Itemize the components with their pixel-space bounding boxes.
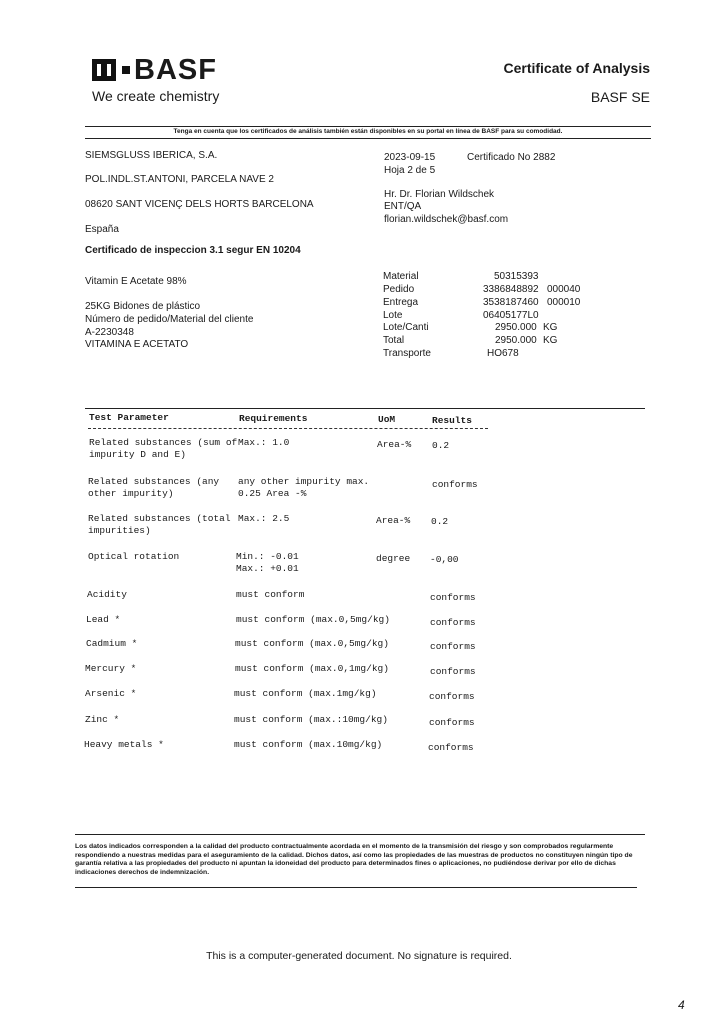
requirement-cell: must conform (max.0,5mg/kg) <box>236 614 390 625</box>
detail-value: 2950.000 <box>495 335 537 346</box>
header-uom: UoM <box>378 414 396 425</box>
requirement-cell: must conform <box>236 589 305 600</box>
customer-material: VITAMINA E ACETATO <box>85 339 189 350</box>
uom-cell: Area-% <box>377 439 412 450</box>
footer-bottom-rule <box>75 887 637 888</box>
detail-label: Lote/Canti <box>383 322 429 333</box>
customer-city: 08620 SANT VICENÇ DELS HORTS BARCELONA <box>85 199 314 210</box>
detail-extra: 000010 <box>547 297 581 308</box>
customer-country: España <box>85 224 119 235</box>
test-parameter-cell: Related substances (total impurities) <box>88 513 231 536</box>
certificate-number: Certificado No 2882 <box>467 152 556 163</box>
header-dotted-rule <box>88 428 488 429</box>
result-cell: conforms <box>432 479 478 490</box>
result-cell: 0.2 <box>431 516 449 527</box>
portal-notice: Tenga en cuenta que los certificados de análisis también están disponibles en su portal en línea de BASF para su comodidad. <box>173 128 563 135</box>
detail-value: 3538187460 <box>483 297 539 308</box>
requirement-cell: must conform (max.:10mg/kg) <box>234 714 388 725</box>
packaging: 25KG Bidones de plástico <box>85 301 201 312</box>
detail-label: Lote <box>383 310 403 321</box>
detail-value: 3386848892 <box>483 284 539 295</box>
requirement-cell: Max.: 2.5 <box>238 513 290 524</box>
requirement-cell: Min.: -0.01 Max.: +0.01 <box>236 551 299 574</box>
detail-value: HO678 <box>487 348 519 359</box>
header-test-parameter: Test Parameter <box>89 412 169 423</box>
inspection-type: Certificado de inspeccion 3.1 segur EN 10204 <box>85 245 301 256</box>
test-parameter-cell: Cadmium * <box>86 638 138 649</box>
test-parameter-cell: Zinc * <box>85 714 120 725</box>
result-cell: conforms <box>430 641 476 652</box>
customer-name: SIEMSGLUSS IBERICA, S.A. <box>85 150 218 161</box>
detail-extra: KG <box>543 322 558 333</box>
result-cell: conforms <box>429 691 475 702</box>
result-cell: -0,00 <box>430 554 459 565</box>
result-cell: conforms <box>428 742 474 753</box>
result-cell: conforms <box>430 617 476 628</box>
customer-street: POL.INDL.ST.ANTONI, PARCELA NAVE 2 <box>85 174 274 185</box>
product-name: Vitamin E Acetate 98% <box>85 276 187 287</box>
result-cell: conforms <box>429 717 475 728</box>
basf-logo <box>92 54 217 86</box>
test-parameter-cell: Related substances (any other impurity) <box>88 476 220 499</box>
detail-extra: 000040 <box>547 284 581 295</box>
detail-value: 2950.000 <box>495 322 537 333</box>
requirement-cell: must conform (max.1mg/kg) <box>234 688 377 699</box>
contact-email[interactable]: florian.wildschek@basf.com <box>384 214 509 225</box>
certificate-date: 2023-09-15 <box>384 152 436 163</box>
detail-label: Material <box>383 271 419 282</box>
detail-label: Entrega <box>383 297 419 308</box>
test-parameter-cell: Lead * <box>86 614 121 625</box>
result-cell: conforms <box>430 592 476 603</box>
test-parameter-cell: Arsenic * <box>85 688 137 699</box>
header-requirements: Requirements <box>239 413 308 424</box>
detail-value: 06405177L0 <box>483 310 539 321</box>
detail-value: 50315393 <box>494 271 539 282</box>
requirement-cell: any other impurity max. 0.25 Area -% <box>238 476 370 499</box>
contact-department: ENT/QA <box>384 201 422 212</box>
tagline: We create chemistry <box>92 88 220 104</box>
detail-label: Pedido <box>383 284 415 295</box>
uom-cell: Area-% <box>376 515 411 526</box>
test-parameter-cell: Related substances (sum of impurity D and E) <box>89 437 238 460</box>
test-parameter-cell: Heavy metals * <box>84 739 164 750</box>
page-mark: 4 <box>678 998 685 1012</box>
company-name: BASF SE <box>590 89 650 105</box>
detail-extra: KG <box>543 335 558 346</box>
signature-note: This is a computer-generated document. No signature is required. <box>206 950 512 962</box>
test-parameter-cell: Optical rotation <box>88 551 180 562</box>
disclaimer: Los datos indicados corresponden a la calidad del producto contractualmente acordada en el momento de la transmisión del riesgo y son comprobados regularmente respondiendo a nuestras medidas para el aseguramiento de la calidad. Dichos datos, así como las propiedades de las muestras de productos no constituyen ningún tipo de garantía relativa a las propiedades del producto ni apuntan la idoneidad del producto para determinados fines o aplicaciones, no pudiéndose derivar por ello de dichas indicaciones derechos de indemnización. <box>75 843 633 876</box>
order-label: Número de pedido/Material del cliente <box>85 314 254 325</box>
detail-label: Total <box>383 335 405 346</box>
header-results: Results <box>432 415 472 426</box>
notice-divider <box>85 138 651 139</box>
requirement-cell: must conform (max.0,1mg/kg) <box>235 663 389 674</box>
basf-square-icon <box>92 59 116 81</box>
test-parameter-cell: Mercury * <box>85 663 137 674</box>
requirement-cell: Max.: 1.0 <box>238 437 290 448</box>
basf-dash-icon <box>122 66 130 74</box>
footer-top-rule <box>75 834 645 835</box>
logo-text: BASF <box>134 54 217 86</box>
uom-cell: degree <box>376 553 411 564</box>
result-cell: 0.2 <box>432 440 450 451</box>
detail-label: Transporte <box>383 348 431 359</box>
contact-name: Hr. Dr. Florian Wildschek <box>384 189 495 200</box>
document-title: Certificate of Analysis <box>503 60 650 76</box>
result-cell: conforms <box>430 666 476 677</box>
order-number: A-2230348 <box>85 327 134 338</box>
page-indicator: Hoja 2 de 5 <box>384 165 436 176</box>
requirement-cell: must conform (max.0,5mg/kg) <box>235 638 389 649</box>
table-top-rule <box>85 408 645 409</box>
header-divider <box>85 126 651 127</box>
test-parameter-cell: Acidity <box>87 589 127 600</box>
requirement-cell: must conform (max.10mg/kg) <box>234 739 383 750</box>
